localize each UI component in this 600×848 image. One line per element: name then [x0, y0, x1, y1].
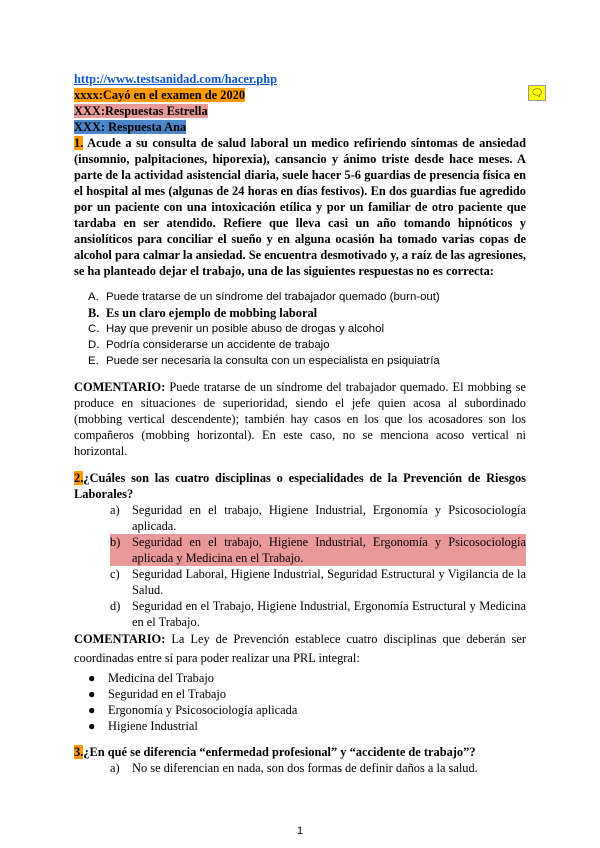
option-text: Puede ser necesaria la consulta con un especialista en psiquiatría	[106, 355, 440, 367]
option-a[interactable]	[88, 289, 526, 305]
question-number: 1.	[74, 136, 84, 150]
option-letter: a)	[110, 761, 120, 775]
legend-ana-answer: XXX: Respuesta Ana	[74, 120, 187, 134]
question-number: 3.	[74, 745, 84, 759]
option-c[interactable]	[110, 566, 526, 598]
question-3	[74, 744, 526, 760]
legend-star-answers: XXX:Respuestas Estrella	[74, 104, 208, 118]
comment-text: La Ley de Prevención establece cuatro disciplinas que deberán ser coordinadas entre sí para poder realizar una PRL integral:	[74, 632, 526, 665]
question-text: ¿Cuáles son las cuatro disciplinas o especialidades de la Prevención de Riesgos Laborales?	[74, 471, 526, 501]
question-2	[74, 470, 526, 502]
list-item: ● Medicina del Trabajo	[88, 671, 214, 685]
option-letter: B.	[88, 306, 100, 320]
header-legend	[74, 71, 526, 135]
question-text: Acude a su consulta de salud laboral un medico refiriendo síntomas de ansiedad (insomnio, palpitaciones, hiporexia), cansancio y ánimo triste desde hace meses. A parte de la actividad asistencial diaria, suele hacer 5-6 guardias de presencia física en el hospital al mes (algunas de 24 horas en días festivos). En dos guardias fue agredido por un paciente con una intoxicación etílica y por un familiar de otro paciente que tardaba en ser atendido. Refiere que lleva casi un año tomando hipnóticos y ansiolíticos para conciliar el sueño y en alguna ocasión ha tomado varias copas de alcohol para calmar la ansiedad. Se encuentra desmotivado y, a raíz de las agresiones, se ha planteado dejar el trabajo, una de las siguientes respuestas no es correcta:	[74, 136, 526, 278]
option-letter: d)	[110, 599, 121, 613]
comment-label: COMENTARIO:	[74, 380, 166, 394]
question-1-options	[74, 289, 526, 369]
option-text: Es un claro ejemplo de mobbing laboral	[106, 306, 318, 320]
option-letter: E.	[88, 355, 99, 367]
option-text: Seguridad en el trabajo, Higiene Industrial, Ergonomía y Psicosociología aplicada y Medicina en el Trabajo.	[132, 535, 526, 565]
option-d[interactable]	[110, 598, 526, 630]
option-c[interactable]	[88, 321, 526, 337]
option-letter: c)	[110, 567, 120, 581]
option-text: Seguridad en el trabajo, Higiene Industrial, Ergonomía y Psicosociología aplicada.	[132, 503, 526, 533]
option-text: Podría considerarse un accidente de trabajo	[106, 339, 330, 351]
question-2-options	[74, 502, 526, 630]
comment-text: Puede tratarse de un síndrome del trabajador quemado. El mobbing se produce en situaciones de superioridad, siendo el jefe quien acosa al subordinado (mobbing vertical descendente); también hay casos en los que los acosadores son los compañeros (mobbing horizontal). En este caso, no se menciona acoso vertical ni horizontal.	[74, 380, 526, 458]
option-text: Puede tratarse de un síndrome del trabajador quemado (burn-out)	[106, 291, 440, 303]
option-letter: A.	[88, 291, 99, 303]
page-number: 1	[296, 825, 304, 837]
list-item: ● Seguridad en el Trabajo	[88, 687, 227, 701]
option-letter: b)	[110, 534, 132, 566]
list-item-text: Ergonomía y Psicosociología aplicada	[108, 703, 298, 717]
option-text: No se diferencian en nada, son dos formas de definir daños a la salud.	[132, 761, 478, 775]
option-text: Hay que prevenir un posible abuso de drogas y alcohol	[106, 323, 384, 335]
question-3-options	[74, 760, 526, 776]
option-letter: C.	[88, 323, 100, 335]
list-item: ● Ergonomía y Psicosociología aplicada	[88, 703, 298, 717]
question-1	[74, 135, 526, 279]
list-item-text: Seguridad en el Trabajo	[108, 687, 227, 701]
question-text: ¿En qué se diferencia “enfermedad profesional” y “accidente de trabajo”?	[83, 745, 476, 759]
comment-icon[interactable]: 🗨	[528, 85, 546, 101]
comment-label: COMENTARIO:	[74, 632, 166, 646]
option-b[interactable]	[88, 305, 526, 321]
source-link[interactable]: http://www.testsanidad.com/hacer.php	[74, 72, 277, 86]
disciplines-list	[74, 670, 526, 734]
option-a[interactable]	[110, 760, 526, 776]
question-number: 2.	[74, 471, 84, 485]
question-2-comment	[74, 630, 526, 668]
legend-exam: xxxx:Cayó en el examen de 2020	[74, 88, 246, 102]
list-item-text: Medicina del Trabajo	[108, 671, 214, 685]
option-d[interactable]	[88, 337, 526, 353]
option-letter: a)	[110, 503, 120, 517]
option-a[interactable]	[110, 502, 526, 534]
option-letter: D.	[88, 339, 100, 351]
option-e[interactable]	[88, 353, 526, 369]
option-text: Seguridad en el Trabajo, Higiene Industrial, Ergonomía Estructural y Medicina en el Trabajo.	[132, 599, 526, 629]
list-item: ● Higiene Industrial	[88, 719, 198, 733]
question-1-comment	[74, 379, 526, 459]
list-item-text: Higiene Industrial	[108, 719, 198, 733]
option-b[interactable]	[110, 534, 526, 566]
option-text: Seguridad Laboral, Higiene Industrial, Seguridad Estructural y Vigilancia de la Salud.	[132, 567, 526, 597]
